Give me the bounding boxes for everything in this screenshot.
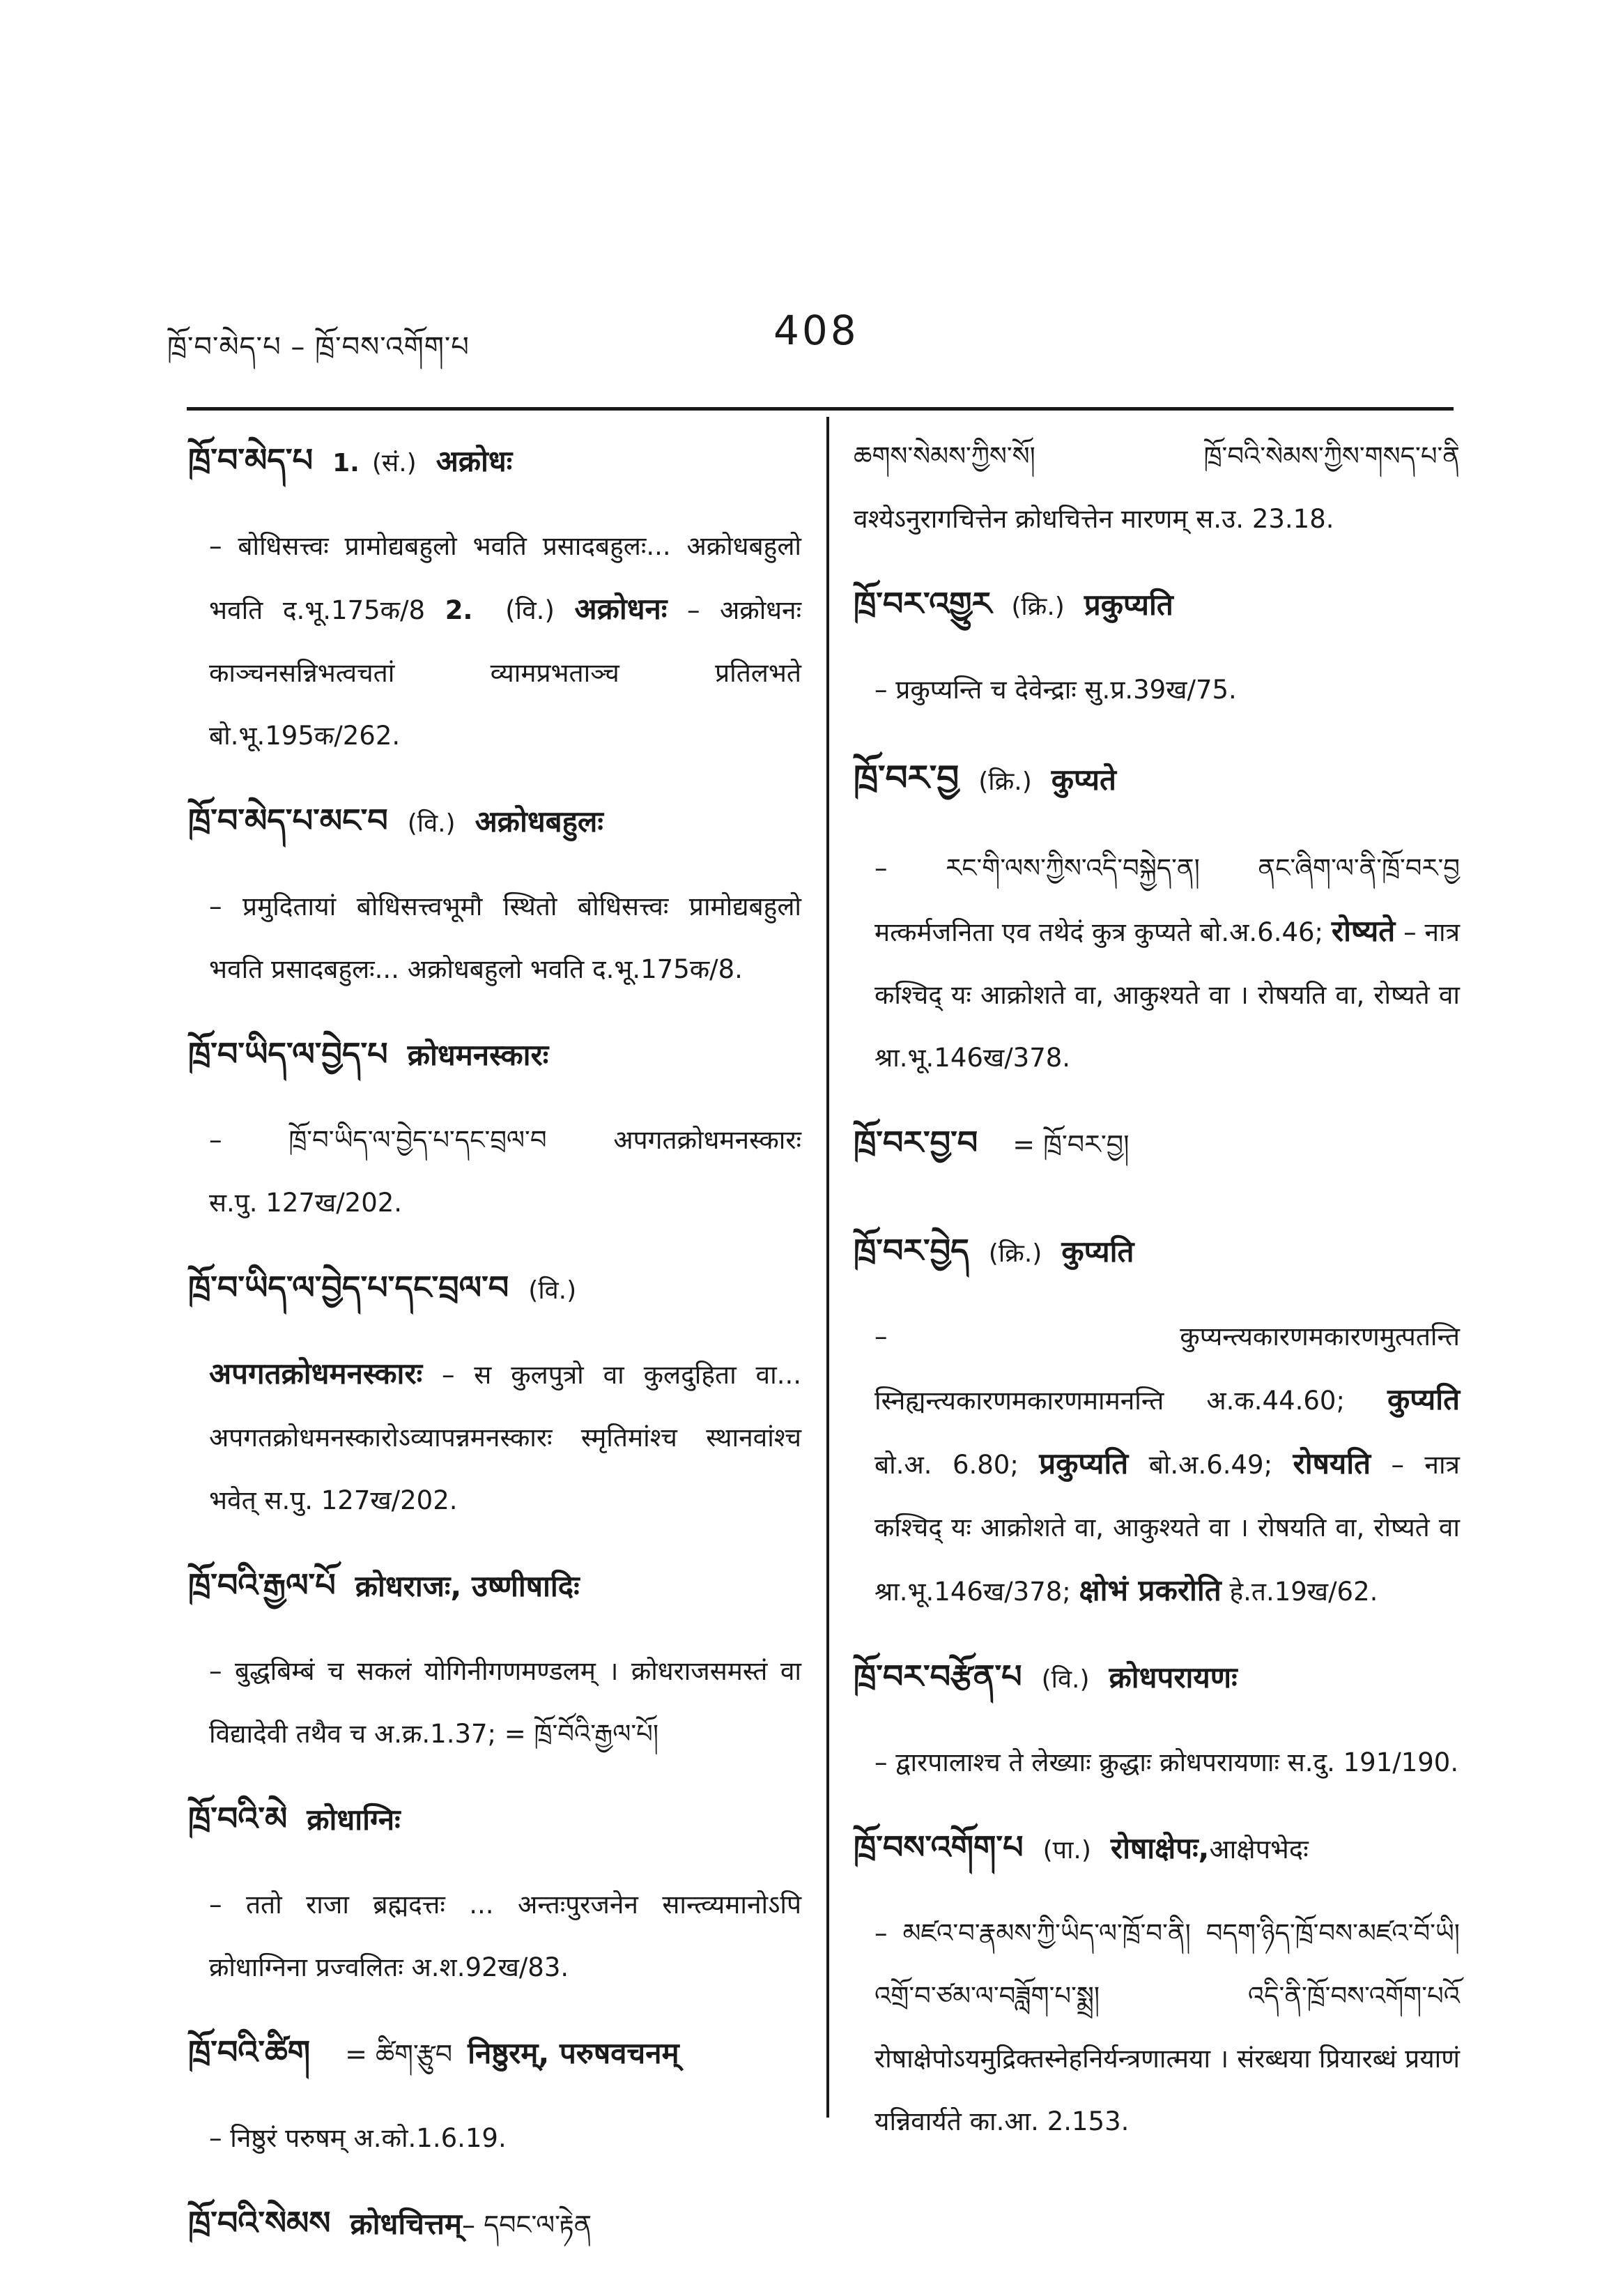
sanskrit-lemma: क्रोधचित्तम् [350, 2207, 463, 2241]
sanskrit-lemma: क्रोधपरायणः [1109, 1660, 1238, 1694]
sanskrit-lemma: क्रोधराजः, उष्णीषादिः [355, 1569, 580, 1603]
sanskrit-lemma: रोषयति [1293, 1446, 1371, 1480]
citation: द.भू.175क/8. [592, 954, 743, 984]
citation: अ.क.44.60; [1206, 1386, 1345, 1416]
citation: स.पु. 127ख/202. [209, 1188, 403, 1218]
sense-number: 2. [445, 595, 473, 625]
entry [854, 1216, 1460, 1623]
headword: ཁྲོ་བར་འགྱུར [854, 585, 992, 622]
definition-text: – ततो राजा ब्रह्मदत्तः ... अन्तःपुरजनेन सान्त्व्यमानोऽपि क्रोधाग्निना प्रज्वलितः [209, 1890, 801, 1982]
sanskrit-lemma: कुप्यति [1061, 1234, 1134, 1269]
sanskrit-lemma: क्रोधाग्निः [307, 1803, 401, 1837]
sanskrit-lemma: क्षोभं प्रकरोति [1079, 1573, 1222, 1607]
entry [854, 1641, 1460, 1794]
definition-text: – बुद्धबिम्बं च सकलं योगिनीगणमण्डलम् । क्रोधराजसमस्तं वा विद्यादेवी तथैव च [209, 1656, 801, 1749]
definition-text: – प्रमुदितायां बोधिसत्त्वभूमौ स्थितो बोधिसत्त्वः प्रामोद्यबहुलो भवति प्रसादबहुलः... अक्रोधबहुलो भवति [209, 891, 801, 984]
entry [854, 740, 1460, 1089]
column-divider [826, 417, 829, 2118]
definition-text: – कुप्यन्त्यकारणमकारणमुत्पतन्ति स्निह्यन्त्यकारणमकारणमामनन्ति [875, 1322, 1460, 1416]
headword: ཁྲོ་བར་བརྩོན་པ [854, 1658, 1022, 1695]
citation: बो.अ.6.46; [1199, 917, 1324, 947]
entry [188, 1019, 801, 1234]
entry [188, 1550, 801, 1766]
sanskrit-lemma: अक्रोधः [436, 444, 513, 478]
entry [188, 425, 801, 767]
sanskrit-lemma: प्रकुप्यति [1084, 588, 1173, 622]
definition-text: – निष्ठुरं परुषम् [209, 2123, 346, 2153]
definition-text: – नात्र कश्चिद् यः आक्रोशते वा, आकुश्यते वा । रोषयति वा, रोष्यते वा [875, 1450, 1460, 1543]
entry [188, 1784, 801, 1999]
definition-text: – अक्रोधनः काञ्चनसन्निभत्वचतां व्यामप्रभताञ्च प्रतिलभते [209, 595, 802, 688]
headword: ཁྲོ་བ་མེད་པ་མང་བ [188, 802, 388, 839]
citation: अ.श.92ख/83. [411, 1952, 569, 1982]
sanskrit-lemma: अक्रोधनः [574, 592, 668, 626]
grammar-tag: (क्रि.) [1011, 592, 1065, 621]
citation: श्रा.भू.146ख/378; [875, 1577, 1071, 1607]
citation: बो.अ.6.49; [1148, 1450, 1273, 1480]
headword: ཁྲོ་བའི་ཚིག [188, 2033, 311, 2071]
entry [188, 786, 801, 1001]
citation: हे.त.19ख/62. [1229, 1577, 1378, 1607]
grammar-tag: (वि.) [407, 809, 456, 838]
citation: अ.क्र.1.37; [373, 1719, 497, 1749]
sanskrit-lemma: कुप्यते [1051, 763, 1116, 797]
sanskrit-lemma: निष्ठुरम्, परुषवचनम् [468, 2036, 679, 2070]
entry [188, 1253, 801, 1532]
sanskrit-lemma: क्रोधमनस्कारः [407, 1038, 549, 1072]
definition-text: – प्रकुप्यन्ति च देवेन्द्राः [875, 675, 1077, 705]
citation: द.भू.175क/8 [282, 595, 426, 625]
sanskrit-lemma: रोष्यते [1331, 914, 1396, 948]
citation: सु.प्र.39ख/75. [1084, 675, 1237, 705]
grammar-tag: (सं.) [371, 449, 417, 477]
definition-text: – बोधिसत्त्वः प्रामोद्यबहुलो भवति प्रसादबहुलः... अक्रोधबहुलो भवति [209, 531, 801, 625]
citation: अ.को.1.6.19. [353, 2123, 507, 2153]
equivalent: = ཚིག་རྩུབ [345, 2039, 453, 2069]
citation: स.दु. 191/190. [1287, 1747, 1459, 1777]
grammar-tag: (क्रि.) [978, 767, 1032, 796]
entry [188, 2188, 801, 2278]
citation: श्रा.भू.146ख/378. [875, 1043, 1071, 1073]
citation: स.उ. 23.18. [1196, 504, 1334, 534]
see-also: = ཁྲོ་བོའི་རྒྱལ་པོ། [504, 1719, 659, 1749]
sanskrit-lemma: प्रकुप्यति [1039, 1446, 1129, 1480]
definition-text: – དབང་ལ་རྟེན [462, 2210, 592, 2240]
entry [854, 569, 1460, 721]
right-column [854, 425, 1460, 2171]
entry-continuation [854, 425, 1460, 551]
citation: स.पु. 127ख/202. [264, 1485, 458, 1515]
running-head: ཁྲོ་བ་མེད་པ – ཁྲོ་བས་འགོག་པ [167, 331, 470, 363]
sanskrit-lemma: रोषाक्षेपः, [1110, 1831, 1210, 1865]
sanskrit-lemma-secondary: आक्षेपभेदः [1209, 1834, 1309, 1865]
sanskrit-lemma: अपगतक्रोधमनस्कारः [209, 1356, 423, 1391]
header-rule [187, 407, 1454, 411]
definition-text: – ཁྲོ་བ་ཡིད་ལ་བྱེད་པ་དང་བྲལ་བ अपगतक्रोधमनस्कारः [209, 1125, 801, 1155]
citation: बो.भू.195क/262. [209, 721, 401, 751]
sanskrit-lemma: कुप्यति [1387, 1382, 1461, 1416]
citation: बो.अ. 6.80; [875, 1450, 1019, 1480]
definition-text: – རང་གི་ལས་ཀྱིས་འདི་བསྐྱེད་ན། ནང་ཞིག་ལ་ནི་ཁྲོ་བར་བྱ मत्कर्मजनिता एव तथेदं कुत्र कुप्यते [875, 853, 1460, 947]
entry [854, 1812, 1460, 2153]
headword: ཁྲོ་བ་ཡིད་ལ་བྱེད་པ་དང་བྲལ་བ [188, 1269, 509, 1306]
sense-number: 1. [332, 449, 360, 477]
left-column [188, 425, 801, 2296]
headword: ཁྲོ་བའི་སེམས [188, 2204, 331, 2242]
sanskrit-lemma: अक्रोधबहुलः [475, 804, 603, 839]
entry [188, 2017, 801, 2170]
page-number: 408 [773, 307, 859, 354]
grammar-tag: (क्रि.) [988, 1239, 1042, 1268]
grammar-tag: (पा.) [1042, 1836, 1091, 1865]
headword: ཁྲོ་བའི་མེ [188, 1800, 288, 1837]
entry [854, 1108, 1460, 1197]
headword: ཁྲོ་བར་བྱེད [854, 1232, 969, 1269]
definition-text: – མཛའ་བ་རྣམས་ཀྱི་ཡིད་ལ་ཁྲོ་བ་ནི། བདག་ཉིད་ཁྲོ་བས་མཛའ་བོ་ཡི། འགྲོ་བ་ཙམ་ལ་བཟློག་པ་སྨྲ། འདི་ནི་ཁྲོ་བས་འགོག་པའོ रोषाक्षेपोऽयमुद्रिक्तस्नेहनिर्यन्त्रणात्मया । संरब्धया प्रियारब्धं प्रयाणं यन्निवार्यते [875, 1918, 1460, 2136]
equivalent: = ཁྲོ་བར་བྱ། [1012, 1129, 1130, 1160]
headword: ཁྲོ་བར་བྱ [854, 758, 960, 798]
definition-text: – द्वारपालाश्च ते लेख्याः क्रुद्धाः क्रोधपरायणाः [875, 1747, 1279, 1777]
headword: ཁྲོ་བའི་རྒྱལ་པོ [188, 1566, 336, 1604]
headword: ཁྲོ་བར་བྱ་བ [854, 1124, 978, 1161]
headword: ཁྲོ་བས་འགོག་པ [854, 1828, 1024, 1866]
citation: का.आ. 2.153. [969, 2106, 1130, 2136]
definition-text: – स कुलपुत्रो वा कुलदुहिता वा... अपगतक्रोधमनस्कारोऽव्यापन्नमनस्कारः स्मृतिमांश्च स्थानवांश्च भवेत् [209, 1360, 801, 1515]
headword: ཁྲོ་བ་ཡིད་ལ་བྱེད་པ [188, 1035, 388, 1073]
grammar-tag: (वि.) [505, 595, 555, 625]
headword: ཁྲོ་བ་མེད་པ [188, 441, 314, 479]
definition-text: ཆགས་སེམས་ཀྱིས་སོ། ཁྲོ་བའི་སེམས་ཀྱིས་གསད་པ་ནི वश्येऽनुरागचित्तेन क्रोधचित्तेन मारणम् [854, 441, 1460, 534]
grammar-tag: (वि.) [528, 1276, 577, 1305]
grammar-tag: (वि.) [1041, 1665, 1090, 1694]
definition-text: – नात्र कश्चिद् यः आक्रोशते वा, आकुश्यते वा । रोषयति वा, रोष्यते वा [875, 917, 1461, 1010]
